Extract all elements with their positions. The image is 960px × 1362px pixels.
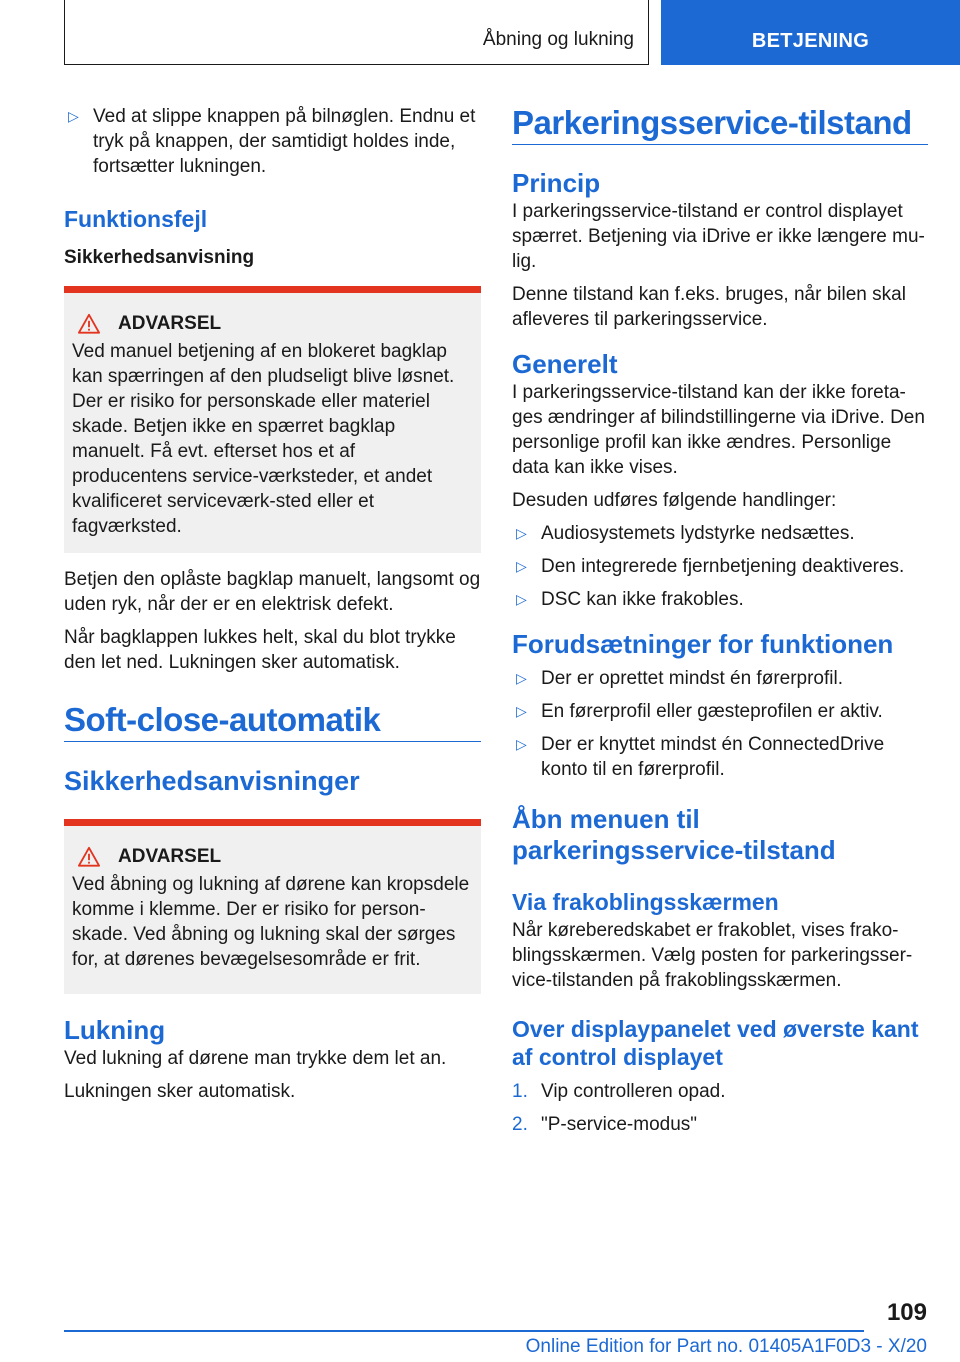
bullet-marker-icon: ▷ [68,108,79,124]
heading-funktionsfejl: Funktionsfejl [64,206,208,232]
paragraph: Desuden udføres følgende handlinger: [512,490,837,511]
warning-triangle-icon [78,313,100,335]
section-badge-label: BETJENING [751,30,870,52]
warning-box [64,286,481,553]
list-item [512,1112,928,1137]
list-item-text: "P-service-modus" [541,1114,698,1135]
warning-title: ADVARSEL [118,846,222,867]
heading-lukning: Lukning [64,1015,166,1045]
paragraph: Betjen den oplåste bagklap manuelt, langsomt og uden ryk, når der er en elektrisk defekt. [64,569,481,615]
right-column [512,104,928,1145]
footer-divider [64,1330,864,1332]
list-item-text: Ved at slippe knappen på bilnøglen. Endnu et tryk på knappen, der samtidigt holdes inde, fortsætter lukningen. [93,106,476,177]
heading-forudsaetninger: Forudsætninger for funktionen [512,629,894,659]
warning-text: Ved manuel betjening af en blokeret bagklap kan spærringen af den pludseligt blive løsnet. Der er risiko for personskade eller materiel skade. Betjen ikke en spærret bagklap manuelt. Få evt. efterset hos et af producentens service-værksteder, et andet kvalificeret serviceværk-sted eller et fagværksted. [72,341,455,537]
list-item [512,699,928,724]
list-item-text: En førerprofil eller gæsteprofilen er aktiv. [541,701,883,722]
bullet-marker-icon: ▷ [516,525,527,541]
warning-header [78,846,473,868]
bullet-marker-icon: ▷ [516,558,527,574]
warning-text: Ved åbning og lukning af dørene kan kropsdele komme i klemme. Der er risiko for person-skade. Ved åbning og lukning skal der sørges for, at dørenes bevægelsesområde er frit. [72,874,470,970]
list-item-text: Vip controlleren opad. [541,1081,726,1102]
list-item-text: Audiosystemets lydstyrke nedsættes. [541,523,855,544]
heading-sikkerhedsanvisning: Sikkerhedsanvisning [64,247,255,268]
bullet-marker-icon: ▷ [516,736,527,752]
heading-generelt: Generelt [512,349,618,379]
section-badge [661,0,960,65]
list-item-text: Der er oprettet mindst én førerprofil. [541,668,843,689]
heading-parkeringsservice: Parkeringsservice-tilstand [512,104,928,145]
list-item [512,1079,928,1104]
list-item [512,666,928,691]
left-column [64,104,481,1112]
heading-aabn-menuen: Åbn menuen til parkeringsservice-tilstand [512,804,836,865]
list-item [512,521,928,546]
list-item-text: DSC kan ikke frakobles. [541,589,744,610]
warning-header [78,313,473,335]
paragraph: Ved lukning af dørene man trykke dem let an. [64,1048,447,1069]
bullet-marker-icon: ▷ [516,670,527,686]
heading-princip: Princip [512,168,601,198]
bullet-marker-icon: ▷ [516,703,527,719]
paragraph: Lukningen sker automatisk. [64,1081,296,1102]
heading-over-displaypanelet: Over displaypanelet ved øverste kant af control displayet [512,1016,919,1070]
paragraph: Denne tilstand kan f.eks. bruges, når bilen skal afleveres til parkeringsservice. [512,284,906,330]
bullet-marker-icon: ▷ [516,591,527,607]
heading-via-frakoblingsskaermen: Via frakoblingsskærmen [512,889,779,915]
paragraph: Når bagklappen lukkes helt, skal du blot trykke den let ned. Lukningen sker automatisk. [64,627,456,673]
list-item [512,732,928,782]
list-item [512,587,928,612]
paragraph: Når køreberedskabet er frakoblet, vises frako-blingsskærmen. Vælg posten for parkeringsser-vice-tilstanden på frakoblingsskærmen. [512,920,913,991]
warning-triangle-icon [78,846,100,868]
list-item-text: Den integrerede fjernbetjening deaktiveres. [541,556,905,577]
heading-sikkerhedsanvisninger: Sikkerhedsanvisninger [64,766,360,796]
heading-soft-close: Soft-close-automatik [64,701,481,742]
header-title: Åbning og lukning [482,29,634,50]
list-item [512,554,928,579]
footer-edition: Online Edition for Part no. 01405A1F0D3 - X/20 [525,1336,927,1357]
step-number: 1. [512,1081,528,1102]
list-item [64,104,481,179]
warning-title: ADVARSEL [118,313,222,334]
step-number: 2. [512,1114,528,1135]
page-number: 109 [886,1299,927,1326]
paragraph: I parkeringsservice-tilstand kan der ikke foreta-ges ændringer af bilindstillingerne via iDrive. Den personlige profil kan ikke ændres. Personlige data kan ikke vises. [512,382,925,478]
header-title-box [64,0,649,65]
warning-box [64,819,481,994]
paragraph: I parkeringsservice-tilstand er control displayet spærret. Betjening via iDrive er ikke længere mu-lig. [512,201,925,272]
list-item-text: Der er knyttet mindst én ConnectedDrive konto til en førerprofil. [541,734,885,780]
